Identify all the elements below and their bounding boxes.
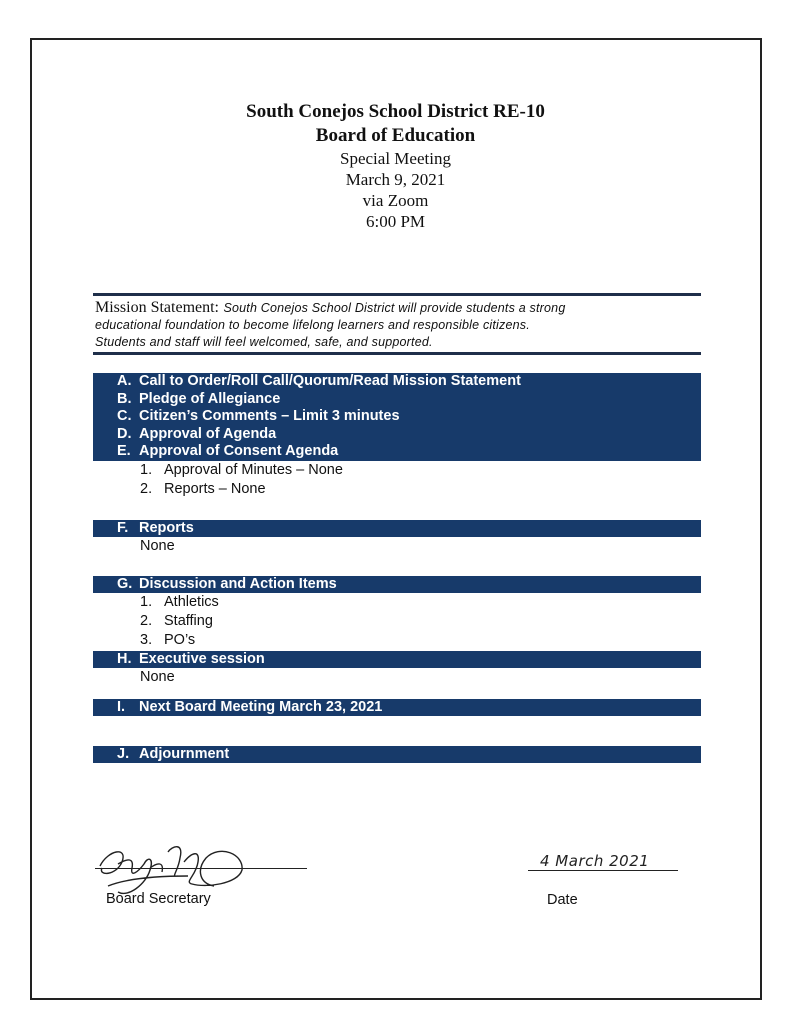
mission-text-1: South Conejos School District will provide students a strong	[223, 301, 566, 315]
divider-top	[93, 293, 701, 296]
agenda-item-j: J. Adjournment	[93, 746, 701, 763]
agenda-item-b: B. Pledge of Allegiance	[117, 390, 281, 407]
secretary-signature-line	[95, 868, 307, 869]
meeting-venue: via Zoom	[362, 191, 429, 210]
mission-text-3: Students and staff will feel welcomed, safe, and supported.	[95, 335, 433, 349]
district-title: South Conejos School District RE-10	[246, 101, 545, 122]
executive-note: None	[140, 669, 175, 685]
date-label: Date	[547, 892, 578, 908]
agenda-block-a-e	[93, 373, 701, 461]
reports-note: None	[140, 538, 175, 554]
agenda-item-e: E. Approval of Consent Agenda	[117, 443, 339, 459]
secretary-label: Board Secretary	[106, 891, 211, 907]
meeting-time: 6:00 PM	[365, 212, 426, 231]
divider-bottom	[93, 352, 701, 355]
board-title: Board of Education	[315, 125, 476, 146]
meeting-date: March 9, 2021	[345, 170, 446, 189]
consent-item-1: 1. Approval of Minutes – None	[140, 462, 343, 478]
consent-item-2: 2. Reports – None	[140, 481, 266, 497]
agenda-item-h: H. Executive session	[93, 651, 701, 668]
handwritten-date: 4 March 2021	[540, 852, 650, 870]
mission-statement	[95, 298, 701, 351]
meeting-type: Special Meeting	[340, 149, 451, 168]
mission-lead: Mission Statement:	[95, 299, 219, 316]
agenda-item-f: F. Reports	[93, 520, 701, 537]
agenda-item-c: C. Citizen’s Comments – Limit 3 minutes	[117, 408, 400, 424]
action-item-3: 3. PO’s	[140, 632, 196, 648]
agenda-item-g: G. Discussion and Action Items	[93, 576, 701, 593]
date-line	[528, 870, 678, 871]
agenda-item-d: D. Approval of Agenda	[117, 425, 277, 442]
meeting-header	[0, 100, 791, 232]
mission-text-2: educational foundation to become lifelong learners and responsible citizens.	[95, 318, 530, 332]
agenda-item-a: A. Call to Order/Roll Call/Quorum/Read Mission Statement	[117, 373, 521, 389]
action-item-1: 1. Athletics	[140, 594, 219, 610]
agenda-item-i: I. Next Board Meeting March 23, 2021	[93, 699, 701, 716]
action-item-2: 2. Staffing	[140, 613, 213, 629]
